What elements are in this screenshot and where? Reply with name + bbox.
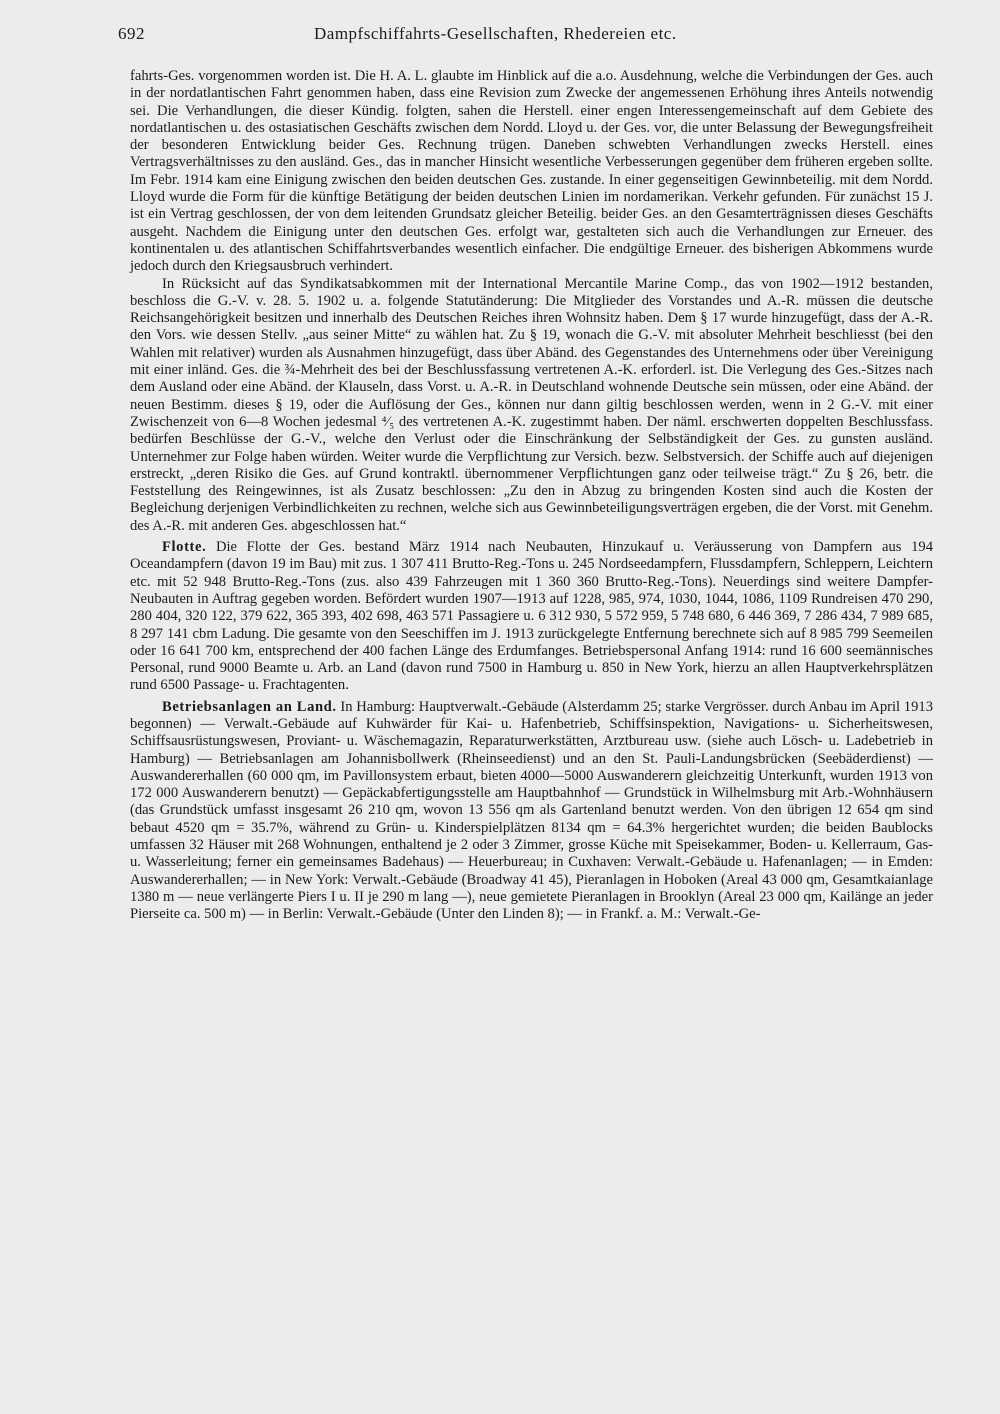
section-flotte	[130, 539, 933, 695]
section-heading: Betriebsanlagen an Land.	[162, 698, 337, 715]
paragraph-text: In Rücksicht auf das Syndikatsabkommen mit der International Mercantile Marine Comp., das von 1902—1912 bestanden, beschloss die G.-V. v. 28. 5. 1902 u. a. folgende Statutänderung: Die Mitglieder des Vorstandes und A.-R. müssen die deutsche Reichsangehörigkeit besitzen und innerhalb des Deutschen Reiches ihren Wohnsitz haben. Dem § 17 wurde hinzugefügt, dass der A.-R. den Vors. wie dessen Stellv. „aus seiner Mitte“ zu wählen hat. Zu § 19, wonach die G.-V. mit absoluter Mehrheit beschliesst (bei den Wahlen mit relativer) wurden als Ausnahmen hinzugefügt, dass über Abänd. des Gegenstandes des Unternehmens oder über Vereinigung mit einer inländ. Ges. die ¾-Mehrheit des bei der Beschlussfassung vertretenen A.-K. erforderl. ist. Die Verlegung des Ges.-Sitzes nach dem Ausland oder eine Abänd. der Klauseln, dass Vorst. u. A.-R. in Deutschland wohnende Deutsche sein müssen, oder eine Abänd. der neuen Bestimm. dieses § 19, oder die Auflösung der Ges., können nur dann giltig beschlossen werden, wenn in 2 G.-V. mit einer Zwischenzeit von 6—8 Wochen jedesmal ⁴⁄₅ des vertretenen A.-K. zugestimmt haben. Der näml. erschwerten doppelten Beschlussfass. bedürfen Beschlüsse der G.-V., welche den Verlust oder die Einschränkung der Selbständigkeit der Ges. zu gunsten ausländ. Unternehmer zur Folge haben würden. Weiter wurde die Verpflichtung zur Versich. bezw. Selbstversich. der Schiffe auch auf diejenigen erstreckt, „deren Risiko die Ges. auf Grund kontraktl. übernommener Verpflichtungen ganz oder teilweise trägt.“ Zu § 26, betr. die Feststellung des Reingewinnes, ist als Zusatz beschlossen: „Zu den in Abzug zu bringenden Kosten sind auch die Kosten der Begleichung derjenigen Verbindlichkeiten zu rechnen, welche sich aus Gewinnbeteiligungsverträgen ergeben, die der Vorst. mit Genehm. des A.-R. mit anderen Ges. abgeschlossen hat.“	[130, 275, 933, 534]
running-title: Dampfschiffahrts-Gesellschaften, Rhedereien etc.	[314, 24, 677, 43]
page-number: 692	[118, 24, 145, 43]
page-header	[118, 24, 938, 50]
paragraph-continuation	[130, 68, 933, 276]
paragraph-text: In Hamburg: Hauptverwalt.-Gebäude (Alsterdamm 25; starke Vergrösser. durch Anbau im April 1913 begonnen) — Verwalt.-Gebäude auf Kuhwärder für Kai- u. Hafenbetrieb, Schiffsinspektion, Navigations- u. Sicherheitswesen, Schiffsausrüstungswesen, Proviant- u. Wäschemagazin, Reparaturwerkstätten, Arztbureau usw. (siehe auch Lösch- u. Ladebetrieb in Hamburg) — Betriebsanlagen am Johannisbollwerk (Rheinseedienst) und an den St. Pauli-Landungsbrücken (Seebäderdienst) — Auswandererhallen (60 000 qm, im Pavillonsystem erbaut, bieten 4000—5000 Auswanderern gleichzeitig Unterkunft, wurden 1913 von 172 000 Auswanderern benutzt) — Gepäckabfertigungsstelle am Hauptbahnhof — Grundstück in Wilhelmsburg mit Arb.-Wohnhäusern (das Grundstück umfasst insgesamt 26 210 qm, wovon 13 556 qm als Gartenland benutzt werden. Von den übrigen 12 654 qm sind bebaut 4520 qm = 35.7%, während zu Grün- u. Kinderspielplätzen 8134 qm = 64.3% hergerichtet wurden; die beiden Baublocks umfassen 32 Häuser mit 268 Wohnungen, enthaltend je 2 oder 3 Zimmer, grosse Küche mit Speisekammer, Boden- u. Kellerraum, Gas- u. Wasserleitung; ferner ein gemeinsames Badehaus) — Heuerbureau; in Cuxhaven: Verwalt.-Gebäude u. Hafenanlagen; — in Emden: Auswandererhallen; — in New York: Verwalt.-Gebäude (Broadway 41 45), Pieranlagen in Hoboken (Areal 43 000 qm, Gesamtkaianlage 1380 m — neue verlängerte Piers I u. II je 290 m lang —), neue gemietete Pieranlagen in Brooklyn (Areal 23 000 qm, Kailänge an jeder Pierseite ca. 500 m) — in Berlin: Verwalt.-Gebäude (Unter den Linden 8); — in Frankf. a. M.: Verwalt.-Ge-	[130, 698, 933, 923]
paragraph-syndicate	[130, 276, 933, 535]
paragraph-text: fahrts-Ges. vorgenommen worden ist. Die H. A. L. glaubte im Hinblick auf die a.o. Ausdehnung, welche die Verbindungen der Ges. auch in der nordatlantischen Fahrt genommen haben, dass eine Revision zum Zwecke der angemessenen Erhöhung ihres Anteils notwendig sei. Die Verhandlungen, die dieser Kündig. folgten, sahen die Herstell. einer engen Interessengemeinschaft auf dem Gebiete des nordatlantischen u. des ostasiatischen Geschäfts zwischen dem Nordd. Lloyd u. der Ges. vor, die unter Belassung der Bewegungsfreiheit der besonderen Entwicklung beider Ges. Rechnung trügen. Daneben schwebten Verhandlungen zwecks Herstell. eines Vertragsverhältnisses zu den ausländ. Ges., das in mancher Hinsicht wesentliche Verbesserungen gegenüber dem früheren ergeben sollte. Im Febr. 1914 kam eine Einigung zwischen den beiden deutschen Ges. zustande. In einer gegenseitigen Gewinnbeteilig. mit dem Nordd. Lloyd wurde die Form für die künftige Betätigung der beiden deutschen Linien im nordamerikan. Verkehr gefunden. Für zunächst 15 J. ist ein Vertrag geschlossen, der von dem leitenden Grundsatz gleicher Beteilig. beider Ges. an den Gesamterträgnissen dieses Geschäfts ausgeht. Nachdem die Einigung unter den deutschen Ges. erfolgt war, gestalteten sich auch die Verhandlungen zur Erneuer. des kontinentalen u. des atlantischen Schiffahrtsverbandes wesentlich einfacher. Die endgültige Erneuer. des bisherigen Abkommens wurde jedoch durch den Kriegsausbruch verhindert.	[130, 68, 933, 275]
section-heading: Flotte.	[162, 539, 207, 556]
section-betriebsanlagen	[130, 699, 933, 924]
paragraph-text: Die Flotte der Ges. bestand März 1914 nach Neubauten, Hinzukauf u. Veräusserung von Dampfern aus 194 Oceandampfern (davon 19 im Bau) mit zus. 1 307 411 Brutto-Reg.-Tons u. 245 Nordseedampfern, Flussdampfern, Schleppern, Leichtern etc. mit 52 948 Brutto-Reg.-Tons (zus. also 439 Fahrzeugen mit 1 360 360 Brutto-Reg.-Tons). Neuerdings sind weitere Dampfer-Neubauten in Auftrag gegeben worden. Befördert wurden 1907—1913 auf 1228, 985, 974, 1030, 1044, 1086, 1109 Rundreisen 470 290, 280 404, 320 122, 379 622, 365 393, 402 698, 463 571 Passagiere u. 6 312 930, 5 572 959, 5 748 680, 6 446 369, 7 286 434, 7 989 685, 8 297 141 cbm Ladung. Die gesamte von den Seeschiffen im J. 1913 zurückgelegte Entfernung berechnete sich auf 8 985 799 Seemeilen oder 16 641 700 km, entsprechend der 400 fachen Länge des Erdumfanges. Betriebspersonal Anfang 1914: rund 16 600 seemännisches Personal, rund 9000 Beamte u. Arb. an Land (davon rund 7500 in Hamburg u. 850 in New York, hierzu an allen Hauptverkehrsplätzen rund 6500 Passage- u. Frachtagenten.	[130, 539, 933, 694]
body-text	[130, 68, 933, 924]
